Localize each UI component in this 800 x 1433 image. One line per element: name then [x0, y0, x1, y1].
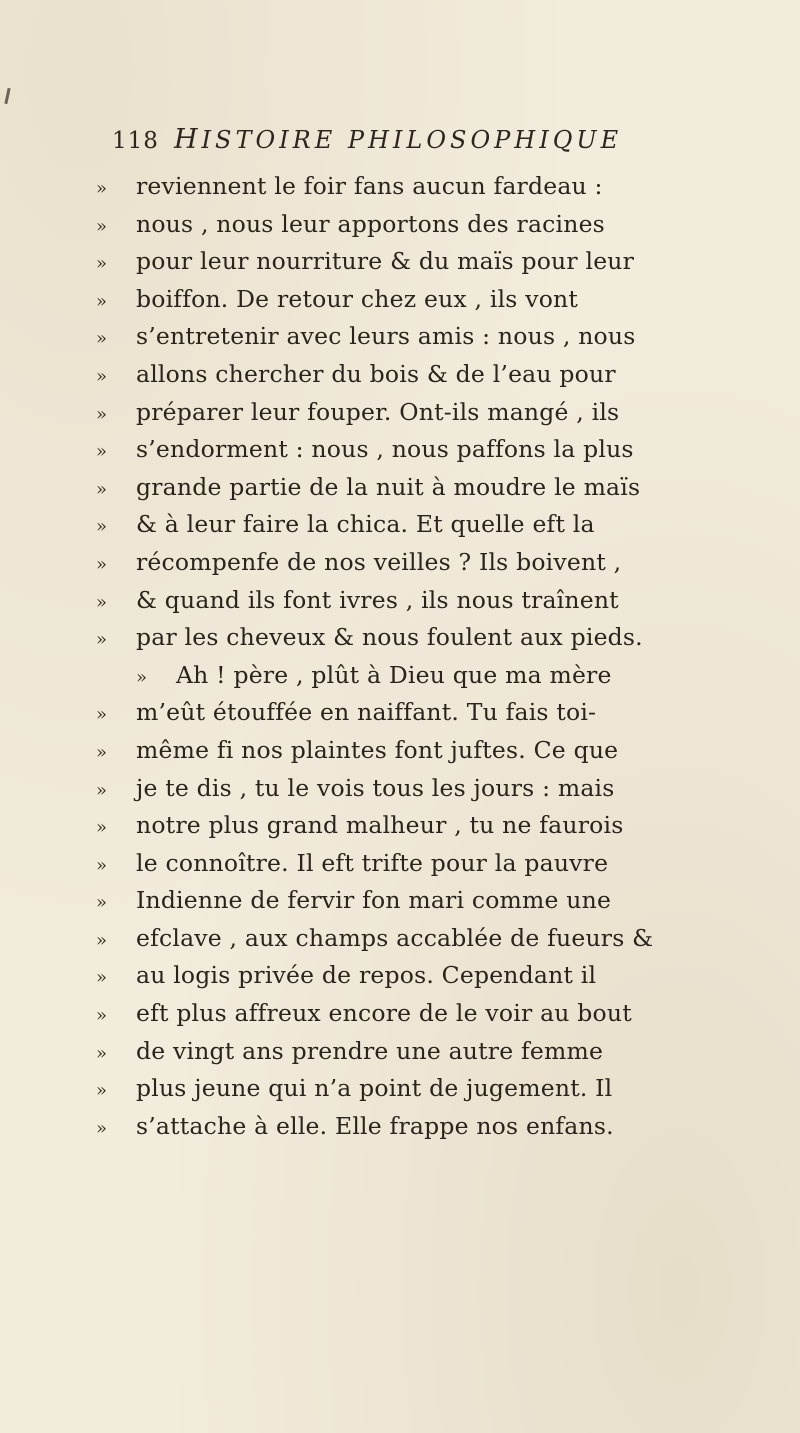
- text-line: [96, 1070, 776, 1108]
- line-text: pour leur nourriture & du maïs pour leur: [136, 247, 635, 276]
- text-line: [96, 882, 776, 920]
- running-title-rest: ISTOIRE PHILOSOPHIQUE: [201, 126, 623, 154]
- text-line: [96, 469, 776, 507]
- line-text: de vingt ans prendre une autre femme: [136, 1036, 604, 1065]
- text-line: [96, 770, 776, 808]
- quotation-mark: »: [96, 290, 108, 312]
- quotation-mark: »: [96, 817, 108, 839]
- line-text: plus jeune qui n’a point de jugement. Il: [136, 1074, 613, 1103]
- quotation-mark: »: [96, 591, 108, 613]
- line-text: & à leur faire la chica. Et quelle eft la: [136, 510, 595, 539]
- text-line: [96, 1033, 776, 1071]
- quotation-mark: »: [96, 967, 108, 989]
- quotation-mark: »: [96, 403, 108, 425]
- text-line: [96, 694, 776, 732]
- text-line: [96, 431, 776, 469]
- quotation-mark: »: [96, 1117, 108, 1139]
- line-text: s’endorment : nous , nous paffons la plus: [136, 435, 634, 464]
- quotation-mark: »: [96, 365, 108, 387]
- quotation-mark: »: [96, 441, 108, 463]
- line-text: préparer leur fouper. Ont-ils mangé , ils: [136, 397, 620, 426]
- quotation-mark: »: [96, 215, 108, 237]
- quotation-mark: »: [96, 1042, 108, 1064]
- quotation-mark: »: [96, 253, 108, 275]
- line-text: s’entretenir avec leurs amis : nous , nous: [136, 322, 636, 351]
- text-line: [96, 582, 776, 620]
- line-text: m’eût étouffée en naiffant. Tu fais toi-: [136, 698, 597, 727]
- line-text: boiffon. De retour chez eux , ils vont: [136, 284, 579, 313]
- line-text: grande partie de la nuit à moudre le maïs: [136, 472, 641, 501]
- line-text: notre plus grand malheur , tu ne faurois: [136, 811, 624, 840]
- line-text: Indienne de fervir fon mari comme une: [136, 886, 612, 915]
- line-text: & quand ils font ivres , ils nous traînent: [136, 585, 619, 614]
- text-line: [96, 995, 776, 1033]
- line-text: efclave , aux champs accablée de fueurs &: [136, 923, 654, 952]
- quotation-mark: »: [96, 553, 108, 575]
- text-line: [96, 506, 776, 544]
- quotation-mark: »: [136, 666, 148, 688]
- text-line: [96, 657, 776, 695]
- line-text: le connoître. Il eft trifte pour la pauvre: [136, 848, 609, 877]
- line-text: reviennent le foir fans aucun fardeau :: [136, 172, 603, 200]
- quotation-mark: »: [96, 779, 108, 801]
- line-text: nous , nous leur apportons des racines: [136, 209, 605, 238]
- text-line: [96, 243, 776, 281]
- line-text: même fi nos plaintes font juftes. Ce que: [136, 735, 619, 764]
- quotation-mark: »: [96, 854, 108, 876]
- text-line: [96, 318, 776, 356]
- text-line: [96, 394, 776, 432]
- line-text: au logis privée de repos. Cependant il: [136, 961, 597, 990]
- text-line: [96, 356, 776, 394]
- text-line: [96, 544, 776, 582]
- line-text: par les cheveux & nous foulent aux pieds.: [136, 623, 643, 652]
- running-title-initial: H: [174, 124, 202, 155]
- quotation-mark: »: [96, 629, 108, 651]
- text-line: [96, 1108, 776, 1146]
- text-line: [96, 168, 776, 206]
- quotation-mark: »: [96, 178, 108, 199]
- line-text: eft plus affreux encore de le voir au bout: [136, 999, 632, 1028]
- quotation-mark: »: [96, 741, 108, 763]
- quotation-mark: »: [96, 1005, 108, 1027]
- quotation-mark: »: [96, 704, 108, 726]
- page-number: 118: [112, 128, 159, 154]
- running-title: [174, 126, 622, 154]
- line-text: s’attache à elle. Elle frappe nos enfans.: [136, 1111, 614, 1140]
- quotation-mark: »: [96, 478, 108, 500]
- line-text: je te dis , tu le vois tous les jours : mais: [136, 773, 615, 802]
- quotation-mark: »: [96, 328, 108, 350]
- line-text: récompenfe de nos veilles ? Ils boivent ,: [136, 547, 622, 576]
- line-text: Ah ! père , plût à Dieu que ma mère: [176, 660, 612, 689]
- text-line: [96, 206, 776, 244]
- text-line: [96, 845, 776, 883]
- running-head: [112, 124, 752, 160]
- text-line: [96, 807, 776, 845]
- quotation-mark: »: [96, 1080, 108, 1102]
- text-line: [96, 281, 776, 319]
- margin-mark: [4, 88, 10, 104]
- body-text: [96, 168, 776, 1145]
- quotation-mark: »: [96, 929, 108, 951]
- quotation-mark: »: [96, 892, 108, 914]
- text-line: [96, 920, 776, 958]
- quotation-mark: »: [96, 516, 108, 538]
- text-line: [96, 732, 776, 770]
- text-line: [96, 619, 776, 657]
- line-text: allons chercher du bois & de l’eau pour: [136, 359, 616, 388]
- text-line: [96, 957, 776, 995]
